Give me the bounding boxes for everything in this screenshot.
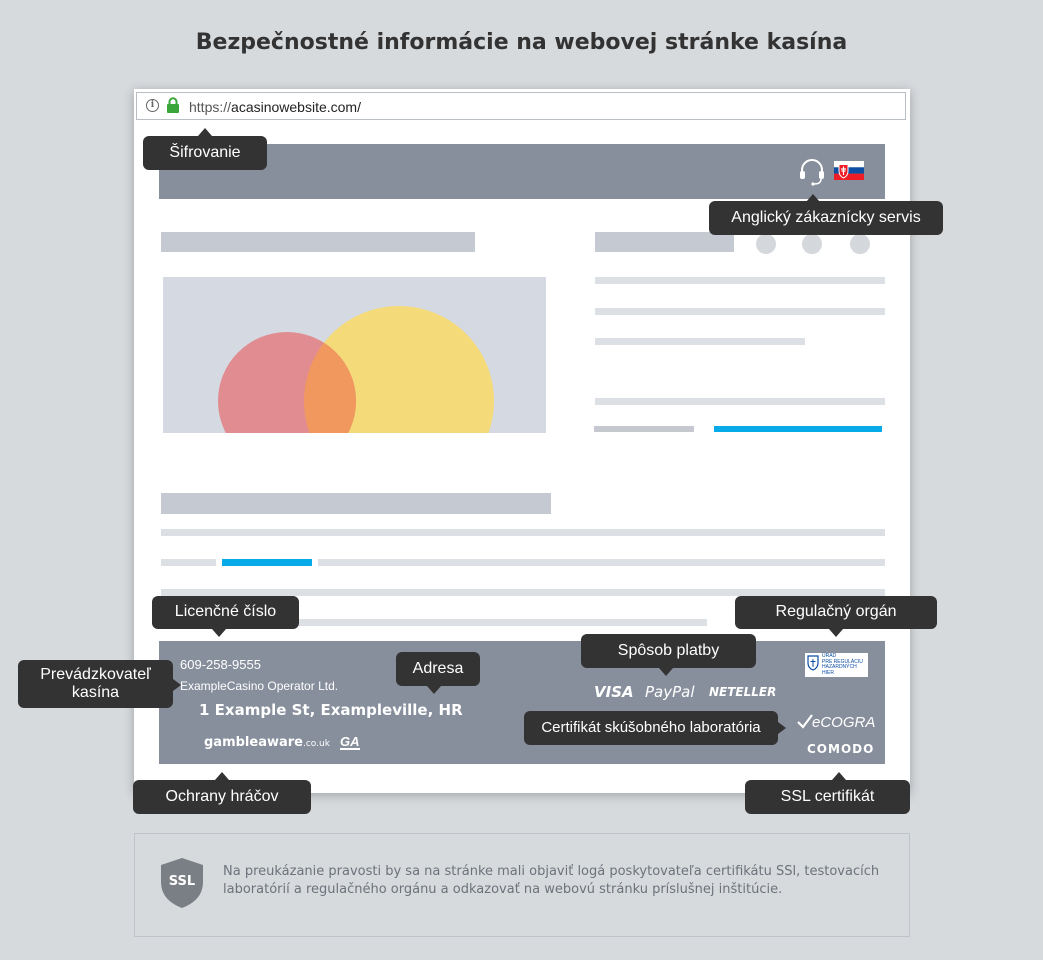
slovak-flag-icon[interactable] <box>834 161 864 180</box>
site-footer <box>159 641 885 764</box>
paypal-logo[interactable]: PayPal <box>645 683 695 701</box>
visa-logo[interactable]: VISA <box>594 683 634 701</box>
side-heading-placeholder <box>595 232 734 252</box>
regulator-logo-line: HIER <box>822 669 834 676</box>
callout-operator-line: Prevádzkovateľ <box>40 665 151 683</box>
site-header <box>159 144 885 199</box>
info-note <box>134 833 910 937</box>
callout-pointer <box>832 772 846 780</box>
ga-logo[interactable]: GA <box>340 734 360 749</box>
callout-pointer <box>212 629 226 637</box>
hero-image-placeholder <box>163 277 546 433</box>
callout-pointer <box>215 772 229 780</box>
ssl-badge-label: SSL <box>168 874 196 889</box>
note-text: Na preukázanie pravosti by sa na stránke mali objaviť logá poskytovateľa certifikátu SSl, testovacích laboratórií a regulačného orgánu a odkazovať na webovú stránku príslušnej inštitúcie. <box>223 864 880 897</box>
gambleaware-suffix: .co.uk <box>303 739 330 749</box>
text-line-placeholder <box>594 426 694 432</box>
callout-pointer <box>173 679 181 691</box>
callout-lab: Certifikát skúšobného laboratória <box>524 711 778 745</box>
content-heading-placeholder <box>161 232 475 252</box>
slovak-emblem-icon <box>807 655 819 671</box>
text-line-placeholder <box>595 308 885 315</box>
address-text: 1 Example St, Exampleville, HR <box>199 701 463 719</box>
operator-name: ExampleCasino Operator Ltd. <box>180 679 339 693</box>
callout-support: Anglický zákaznícky servis <box>709 201 943 235</box>
headset-icon[interactable] <box>799 158 825 186</box>
text-line-placeholder <box>595 338 805 345</box>
regulator-logo-line: PRE REGULÁCIU <box>822 658 863 665</box>
text-line-placeholder <box>161 589 885 596</box>
callout-pointer <box>659 668 673 676</box>
callout-protection: Ochrany hráčov <box>133 780 311 814</box>
text-line-placeholder <box>595 398 885 405</box>
text-line-placeholder <box>161 559 216 566</box>
regulator-logo-line: HAZARDNÝCH <box>822 664 857 670</box>
page-title: Bezpečnostné informácie na webovej stránke kasína <box>195 30 848 55</box>
callout-license: Licenčné číslo <box>152 596 299 629</box>
callout-pointer <box>829 629 843 637</box>
url-protocol: https:// <box>189 99 232 115</box>
text-line-placeholder <box>595 277 885 284</box>
text-line-placeholder <box>318 559 885 566</box>
slider-dot[interactable] <box>756 234 776 254</box>
link-placeholder[interactable] <box>222 559 312 566</box>
url-domain: acasinowebsite.com/ <box>231 99 361 115</box>
lock-icon <box>166 97 180 114</box>
callout-operator <box>18 660 173 708</box>
callout-encryption: Šifrovanie <box>143 136 267 170</box>
url-text <box>189 99 361 115</box>
callout-payment: Spôsob platby <box>581 634 756 668</box>
link-placeholder[interactable] <box>714 426 882 432</box>
callout-ssl: SSL certifikát <box>745 780 910 814</box>
callout-address: Adresa <box>396 652 480 686</box>
regulator-logo-text <box>822 654 863 676</box>
gambleaware-logo[interactable] <box>204 735 330 750</box>
callout-operator-line: kasína <box>71 684 120 701</box>
regulator-logo-line: ÚRAD <box>822 653 837 659</box>
callout-pointer <box>198 128 212 136</box>
comodo-logo[interactable]: COMODO <box>807 742 875 756</box>
section-heading-placeholder <box>161 493 551 514</box>
callout-pointer <box>427 686 441 694</box>
slider-dot[interactable] <box>802 234 822 254</box>
check-icon <box>797 713 813 729</box>
slider-dot[interactable] <box>850 234 870 254</box>
address-bar[interactable] <box>136 92 906 120</box>
ecogra-logo[interactable]: eCOGRA <box>812 714 876 731</box>
neteller-logo[interactable]: NETELLER <box>709 685 777 699</box>
regulator-logo[interactable] <box>805 653 868 677</box>
callout-regulator: Regulačný orgán <box>735 596 937 629</box>
text-line-placeholder <box>161 529 885 536</box>
circles-illustration <box>163 277 546 433</box>
info-icon[interactable]: i <box>146 99 159 112</box>
license-number: 609-258-9555 <box>180 657 261 672</box>
callout-pointer <box>778 722 786 734</box>
gambleaware-text: gambleaware <box>204 735 303 750</box>
